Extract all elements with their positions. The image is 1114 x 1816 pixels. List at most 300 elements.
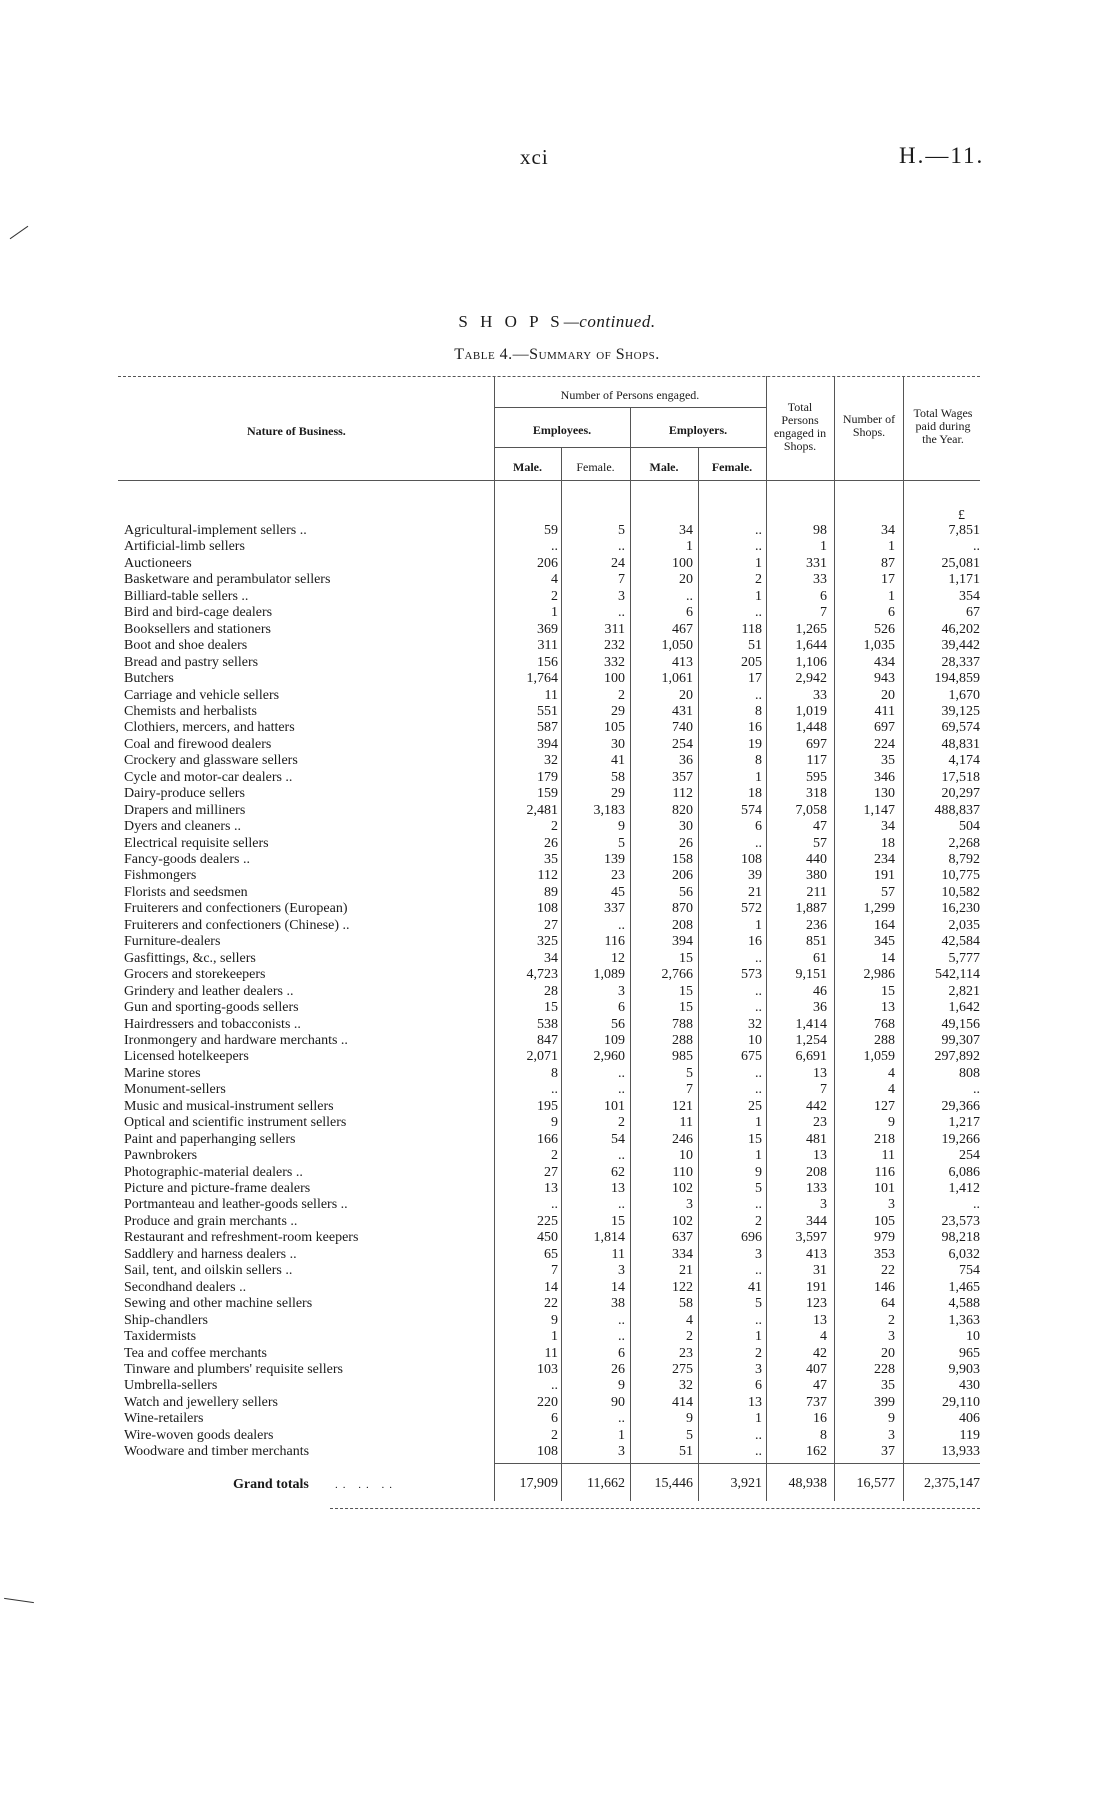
- total-wages: 2,375,147: [924, 1476, 980, 1491]
- cell-number-of-shops: 20: [881, 687, 895, 703]
- cell-employees-female: 101: [604, 1098, 625, 1114]
- table-row: [0, 819, 1114, 836]
- business-name: Optical and scientific instrument sellers: [124, 1115, 347, 1131]
- cell-total-wages: ..: [973, 1082, 980, 1098]
- cell-total-persons: 33: [813, 687, 827, 703]
- grand-totals-row: [0, 1476, 1114, 1493]
- cell-employers-male: 288: [672, 1032, 693, 1048]
- cell-total-wages: 19,266: [941, 1131, 980, 1147]
- cell-employees-female: 332: [604, 654, 625, 670]
- cell-employees-female: 9: [618, 819, 625, 835]
- cell-employers-female: ..: [755, 1444, 762, 1460]
- business-name: Coal and firewood dealers: [124, 736, 272, 752]
- table-row: [0, 1313, 1114, 1330]
- cell-total-wages: 965: [959, 1345, 980, 1361]
- cell-total-persons: 47: [813, 1378, 827, 1394]
- cell-employers-male: 1,061: [661, 671, 693, 687]
- cell-employees-female: 38: [611, 1296, 625, 1312]
- margin-mark: [10, 226, 29, 239]
- cell-employers-male: 30: [679, 819, 693, 835]
- business-name: Clothiers, mercers, and hatters: [124, 720, 295, 736]
- total-employees-female: 11,662: [587, 1476, 625, 1491]
- cell-employees-male: 65: [544, 1246, 558, 1262]
- cell-total-persons: 33: [813, 572, 827, 588]
- cell-total-persons: 851: [806, 934, 827, 950]
- cell-total-wages: 99,307: [941, 1032, 980, 1048]
- cell-total-wages: 406: [959, 1411, 980, 1427]
- cell-total-persons: 8: [820, 1427, 827, 1443]
- cell-employees-female: ..: [618, 1082, 625, 1098]
- cell-total-wages: 254: [959, 1148, 980, 1164]
- cell-total-wages: 754: [959, 1263, 980, 1279]
- table-row: [0, 720, 1114, 737]
- cell-total-persons: 57: [813, 835, 827, 851]
- cell-employers-female: ..: [755, 835, 762, 851]
- cell-employers-female: ..: [755, 1082, 762, 1098]
- cell-employees-female: 26: [611, 1361, 625, 1377]
- cell-total-wages: 354: [959, 588, 980, 604]
- cell-total-wages: 4,588: [948, 1296, 980, 1312]
- business-name: Woodware and timber merchants: [124, 1444, 310, 1460]
- cell-employees-male: 1: [551, 605, 558, 621]
- header-employers-female: Female.: [711, 460, 753, 474]
- cell-employees-female: 109: [604, 1032, 625, 1048]
- cell-employees-female: 1,089: [593, 967, 625, 983]
- cell-employers-male: 208: [672, 917, 693, 933]
- cell-number-of-shops: 228: [874, 1361, 895, 1377]
- header-total-wages: Total Wages paid during the Year.: [913, 406, 973, 446]
- cell-number-of-shops: 411: [874, 703, 895, 719]
- cell-total-persons: 117: [806, 753, 827, 769]
- business-name: Paint and paperhanging sellers: [124, 1131, 296, 1147]
- cell-employees-male: 225: [537, 1213, 558, 1229]
- table-row: [0, 688, 1114, 705]
- cell-employees-male: 4,723: [526, 967, 558, 983]
- table-row: [0, 984, 1114, 1001]
- cell-employees-male: 369: [537, 621, 558, 637]
- cell-employers-female: 1: [755, 1411, 762, 1427]
- cell-total-persons: 162: [806, 1444, 827, 1460]
- cell-number-of-shops: 105: [874, 1213, 895, 1229]
- cell-employees-female: 12: [611, 950, 625, 966]
- cell-employers-male: 275: [672, 1361, 693, 1377]
- table-row: [0, 1263, 1114, 1280]
- cell-employers-male: 357: [672, 769, 693, 785]
- cell-number-of-shops: 35: [881, 753, 895, 769]
- cell-total-wages: 2,821: [948, 983, 980, 999]
- cell-total-persons: 1,414: [795, 1016, 827, 1032]
- cell-number-of-shops: 346: [874, 769, 895, 785]
- total-persons: 48,938: [788, 1476, 827, 1491]
- cell-employees-female: 30: [611, 736, 625, 752]
- business-name: Agricultural-implement sellers ..: [124, 523, 307, 538]
- cell-number-of-shops: 526: [874, 621, 895, 637]
- cell-total-wages: 1,670: [948, 687, 980, 703]
- cell-total-persons: 31: [813, 1263, 827, 1279]
- cell-total-wages: 6,032: [948, 1246, 980, 1262]
- section-title-continued: —continued.: [563, 312, 656, 331]
- cell-employers-female: ..: [755, 1263, 762, 1279]
- cell-employees-female: 3: [618, 1263, 625, 1279]
- cell-employees-male: 847: [537, 1032, 558, 1048]
- cell-number-of-shops: 14: [881, 950, 895, 966]
- cell-total-persons: 123: [806, 1296, 827, 1312]
- business-name: Fruiterers and confectioners (Chinese) ..: [124, 917, 350, 933]
- cell-number-of-shops: 434: [874, 654, 895, 670]
- business-name: Tinware and plumbers' requisite sellers: [124, 1361, 343, 1377]
- cell-employers-male: 1: [686, 539, 693, 555]
- cell-employers-female: 1: [755, 588, 762, 604]
- cell-employers-male: 15: [679, 950, 693, 966]
- cell-employers-female: 21: [748, 884, 762, 900]
- table-row: [0, 1049, 1114, 1066]
- cell-employers-male: 32: [679, 1378, 693, 1394]
- cell-total-wages: 504: [959, 819, 980, 835]
- cell-total-persons: 407: [806, 1361, 827, 1377]
- table-row: [0, 1197, 1114, 1214]
- cell-employers-male: 121: [672, 1098, 693, 1114]
- cell-total-persons: 46: [813, 983, 827, 999]
- cell-employers-female: 51: [748, 638, 762, 654]
- cell-employees-male: 108: [537, 901, 558, 917]
- cell-employers-male: 334: [672, 1246, 693, 1262]
- cell-number-of-shops: 4: [888, 1065, 895, 1081]
- header-nature: Nature of Business.: [247, 424, 346, 438]
- table-row: [0, 1165, 1114, 1182]
- cell-employers-female: 41: [748, 1279, 762, 1295]
- table-row: [0, 1181, 1114, 1198]
- cell-employees-female: 90: [611, 1394, 625, 1410]
- business-name: Boot and shoe dealers: [124, 638, 248, 654]
- business-name: Gun and sporting-goods sellers: [124, 1000, 299, 1016]
- cell-employers-male: 23: [679, 1345, 693, 1361]
- header-total-persons: Total Persons engaged in Shops.: [773, 400, 827, 453]
- cell-total-persons: 42: [813, 1345, 827, 1361]
- cell-employees-female: 11: [611, 1246, 625, 1262]
- cell-employees-male: 32: [544, 753, 558, 769]
- cell-total-persons: 1,644: [795, 638, 827, 654]
- table-row: [0, 737, 1114, 754]
- cell-employees-male: 159: [537, 786, 558, 802]
- cell-employers-female: 17: [748, 671, 762, 687]
- cell-total-persons: 318: [806, 786, 827, 802]
- cell-employers-female: 8: [755, 703, 762, 719]
- cell-number-of-shops: 34: [881, 523, 895, 538]
- cell-total-wages: 16,230: [941, 901, 980, 917]
- cell-number-of-shops: 1,299: [863, 901, 895, 917]
- cell-employers-female: 696: [741, 1230, 762, 1246]
- cell-total-persons: 1,019: [795, 703, 827, 719]
- cell-employers-female: 118: [741, 621, 762, 637]
- business-name: Watch and jewellery sellers: [124, 1394, 278, 1410]
- cell-total-persons: 7: [820, 605, 827, 621]
- cell-total-wages: 39,442: [941, 638, 980, 654]
- business-name: Grocers and storekeepers: [124, 967, 266, 983]
- business-name: Hairdressers and tobacconists ..: [124, 1016, 301, 1032]
- table-row: [0, 934, 1114, 951]
- cell-total-wages: 98,218: [941, 1230, 980, 1246]
- cell-employees-female: 5: [618, 835, 625, 851]
- cell-employers-male: 51: [679, 1444, 693, 1460]
- cell-number-of-shops: 164: [874, 917, 895, 933]
- cell-employees-male: 112: [537, 868, 558, 884]
- table-row: [0, 1296, 1114, 1313]
- business-name: Dyers and cleaners ..: [124, 819, 242, 835]
- cell-employees-male: 4: [551, 572, 558, 588]
- cell-employers-male: 10: [679, 1148, 693, 1164]
- table-row: [0, 655, 1114, 672]
- cell-employees-male: ..: [551, 1378, 558, 1394]
- header-employers: Employers.: [668, 423, 728, 437]
- cell-employers-male: 431: [672, 703, 693, 719]
- cell-total-wages: 1,642: [948, 1000, 980, 1016]
- cell-number-of-shops: 218: [874, 1131, 895, 1147]
- business-name: Crockery and glassware sellers: [124, 753, 298, 769]
- header-employers-male: Male.: [649, 460, 679, 474]
- business-name: Cycle and motor-car dealers ..: [124, 769, 293, 785]
- bottom-rule: [330, 1508, 980, 1509]
- cell-employees-male: 89: [544, 884, 558, 900]
- cell-employers-female: 1: [755, 1148, 762, 1164]
- cell-employers-male: 102: [672, 1213, 693, 1229]
- cell-number-of-shops: 979: [874, 1230, 895, 1246]
- table-row: [0, 1082, 1114, 1099]
- cell-employers-female: ..: [755, 1000, 762, 1016]
- table-row: [0, 1247, 1114, 1264]
- cell-number-of-shops: 3: [888, 1427, 895, 1443]
- cell-employees-female: ..: [618, 1312, 625, 1328]
- business-name: Dairy-produce sellers: [124, 786, 245, 802]
- cell-number-of-shops: 17: [881, 572, 895, 588]
- cell-employers-male: ..: [686, 588, 693, 604]
- cell-employees-male: 179: [537, 769, 558, 785]
- cell-employers-female: ..: [755, 1197, 762, 1213]
- cell-employees-female: 15: [611, 1213, 625, 1229]
- cell-employees-female: 24: [611, 555, 625, 571]
- cell-total-wages: 1,412: [948, 1181, 980, 1196]
- cell-employees-female: 100: [604, 671, 625, 687]
- cell-total-wages: 119: [959, 1427, 980, 1443]
- cell-total-persons: 211: [806, 884, 827, 900]
- cell-total-wages: 67: [966, 605, 980, 621]
- total-employees-male: 17,909: [519, 1476, 558, 1491]
- cell-employees-male: 14: [544, 1279, 558, 1295]
- cell-number-of-shops: 6: [888, 605, 895, 621]
- cell-total-persons: 1,254: [795, 1032, 827, 1048]
- cell-employees-female: 29: [611, 786, 625, 802]
- cell-employees-female: 9: [618, 1378, 625, 1394]
- cell-number-of-shops: 64: [881, 1296, 895, 1312]
- business-name: Wine-retailers: [124, 1411, 204, 1427]
- cell-employees-male: 450: [537, 1230, 558, 1246]
- cell-total-wages: 5,777: [948, 950, 980, 966]
- header-persons-engaged: Number of Persons engaged.: [560, 388, 700, 402]
- cell-total-wages: 10: [966, 1329, 980, 1345]
- cell-employers-female: 9: [755, 1164, 762, 1180]
- table-row: [0, 704, 1114, 721]
- business-name: Artificial-limb sellers: [124, 539, 245, 555]
- business-name: Booksellers and stationers: [124, 621, 271, 637]
- cell-total-wages: 542,114: [935, 967, 980, 983]
- cell-employers-female: ..: [755, 523, 762, 538]
- header-number-of-shops: Number of Shops.: [842, 412, 896, 439]
- cell-employees-male: 27: [544, 917, 558, 933]
- cell-total-wages: 29,366: [941, 1098, 980, 1114]
- cell-employers-male: 637: [672, 1230, 693, 1246]
- cell-number-of-shops: 4: [888, 1082, 895, 1098]
- cell-employees-male: 103: [537, 1361, 558, 1377]
- cell-employees-female: 29: [611, 703, 625, 719]
- cell-employees-male: ..: [551, 539, 558, 555]
- table-row: [0, 671, 1114, 688]
- cell-number-of-shops: 13: [881, 1000, 895, 1016]
- cell-employers-female: 2: [755, 1345, 762, 1361]
- table-row: [0, 1000, 1114, 1017]
- cell-total-wages: 28,337: [941, 654, 980, 670]
- cell-employers-female: 1: [755, 769, 762, 785]
- business-name: Produce and grain merchants ..: [124, 1213, 298, 1229]
- cell-employers-male: 20: [679, 572, 693, 588]
- cell-employers-male: 11: [679, 1115, 693, 1131]
- cell-employees-male: 6: [551, 1411, 558, 1427]
- cell-employees-female: 23: [611, 868, 625, 884]
- table-row: [0, 1148, 1114, 1165]
- cell-employees-female: 54: [611, 1131, 625, 1147]
- cell-total-persons: 47: [813, 819, 827, 835]
- cell-employers-female: 1: [755, 917, 762, 933]
- cell-total-persons: 440: [806, 852, 827, 867]
- cell-employers-male: 122: [672, 1279, 693, 1295]
- cell-employers-male: 206: [672, 868, 693, 884]
- totals-rule: [494, 1463, 980, 1464]
- cell-total-persons: 6: [820, 588, 827, 604]
- table-row: [0, 770, 1114, 787]
- cell-employers-female: 675: [741, 1049, 762, 1065]
- cell-employers-male: 15: [679, 983, 693, 999]
- business-name: Taxidermists: [124, 1329, 197, 1345]
- header-employees-male: Male.: [513, 460, 542, 474]
- cell-total-persons: 2,942: [795, 671, 827, 687]
- table-row: [0, 1230, 1114, 1247]
- business-name: Fishmongers: [124, 868, 197, 884]
- cell-employees-female: 139: [604, 852, 625, 867]
- business-name: Photographic-material dealers ..: [124, 1164, 303, 1180]
- cell-employees-male: 1,764: [526, 671, 558, 687]
- cell-number-of-shops: 130: [874, 786, 895, 802]
- cell-employees-female: 62: [611, 1164, 625, 1180]
- cell-employers-male: 254: [672, 736, 693, 752]
- cell-employees-male: 22: [544, 1296, 558, 1312]
- cell-employees-female: 105: [604, 720, 625, 736]
- cell-employees-male: 34: [544, 950, 558, 966]
- cell-employees-male: 2: [551, 1148, 558, 1164]
- cell-employers-female: 6: [755, 819, 762, 835]
- cell-number-of-shops: 9: [888, 1411, 895, 1427]
- business-name: Pawnbrokers: [124, 1148, 198, 1164]
- cell-employers-female: 16: [748, 720, 762, 736]
- cell-employers-male: 788: [672, 1016, 693, 1032]
- cell-employers-male: 4: [686, 1312, 693, 1328]
- cell-total-persons: 1: [820, 539, 827, 555]
- cell-employers-female: 573: [741, 967, 762, 983]
- cell-employers-male: 7: [686, 1082, 693, 1098]
- cell-employers-female: 6: [755, 1378, 762, 1394]
- cell-employees-female: 45: [611, 884, 625, 900]
- business-name: Restaurant and refreshment-room keepers: [124, 1230, 359, 1246]
- cell-employees-male: 108: [537, 1444, 558, 1460]
- cell-employees-male: 8: [551, 1065, 558, 1081]
- cell-total-wages: 9,903: [948, 1361, 980, 1377]
- cell-employers-female: 1: [755, 555, 762, 571]
- cell-employees-male: 9: [551, 1115, 558, 1131]
- cell-employees-male: 311: [537, 638, 558, 654]
- cell-number-of-shops: 22: [881, 1263, 895, 1279]
- table-row: [0, 1329, 1114, 1346]
- cell-employees-female: 41: [611, 753, 625, 769]
- cell-total-persons: 23: [813, 1115, 827, 1131]
- table-row: [0, 605, 1114, 622]
- cell-employees-female: ..: [618, 1329, 625, 1345]
- cell-employees-male: 325: [537, 934, 558, 950]
- cell-number-of-shops: 37: [881, 1444, 895, 1460]
- cell-employers-male: 870: [672, 901, 693, 917]
- cell-employers-male: 413: [672, 654, 693, 670]
- cell-employees-female: 232: [604, 638, 625, 654]
- business-name: Umbrella-sellers: [124, 1378, 218, 1394]
- cell-employees-female: 3: [618, 983, 625, 999]
- cell-total-persons: 1,887: [795, 901, 827, 917]
- table-row: [0, 1411, 1114, 1428]
- table-title: Table 4.—Summary of Shops.: [454, 346, 660, 363]
- business-name: Fancy-goods dealers ..: [124, 852, 250, 867]
- cell-employers-male: 5: [686, 1065, 693, 1081]
- cell-employers-female: 8: [755, 753, 762, 769]
- cell-number-of-shops: 18: [881, 835, 895, 851]
- cell-total-persons: 208: [806, 1164, 827, 1180]
- cell-employers-male: 246: [672, 1131, 693, 1147]
- cell-number-of-shops: 15: [881, 983, 895, 999]
- business-name: Monument-sellers: [124, 1082, 226, 1098]
- cell-number-of-shops: 127: [874, 1098, 895, 1114]
- cell-total-persons: 13: [813, 1148, 827, 1164]
- cell-employers-female: ..: [755, 1312, 762, 1328]
- business-name: Auctioneers: [124, 555, 192, 571]
- table-row: [0, 1099, 1114, 1116]
- cell-total-persons: 442: [806, 1098, 827, 1114]
- table-row: [0, 1378, 1114, 1395]
- cell-total-wages: 29,110: [942, 1394, 980, 1410]
- table-row: [0, 836, 1114, 853]
- cell-employees-male: 587: [537, 720, 558, 736]
- pound-sign: £: [958, 508, 965, 523]
- cell-employers-male: 3: [686, 1197, 693, 1213]
- cell-employees-male: 11: [544, 1345, 558, 1361]
- cell-employers-male: 467: [672, 621, 693, 637]
- table-row: [0, 1066, 1114, 1083]
- business-name: Gasfittings, &c., sellers: [124, 950, 256, 966]
- cell-employers-female: 10: [748, 1032, 762, 1048]
- business-name: Butchers: [124, 671, 174, 687]
- cell-total-persons: 13: [813, 1312, 827, 1328]
- cell-employees-female: ..: [618, 1411, 625, 1427]
- cell-total-wages: 1,217: [948, 1115, 980, 1131]
- cell-total-persons: 6,691: [795, 1049, 827, 1065]
- cell-total-persons: 1,448: [795, 720, 827, 736]
- cell-employees-male: 538: [537, 1016, 558, 1032]
- cell-employers-male: 36: [679, 753, 693, 769]
- cell-employees-female: 3,183: [593, 802, 625, 818]
- cell-total-wages: 1,465: [948, 1279, 980, 1295]
